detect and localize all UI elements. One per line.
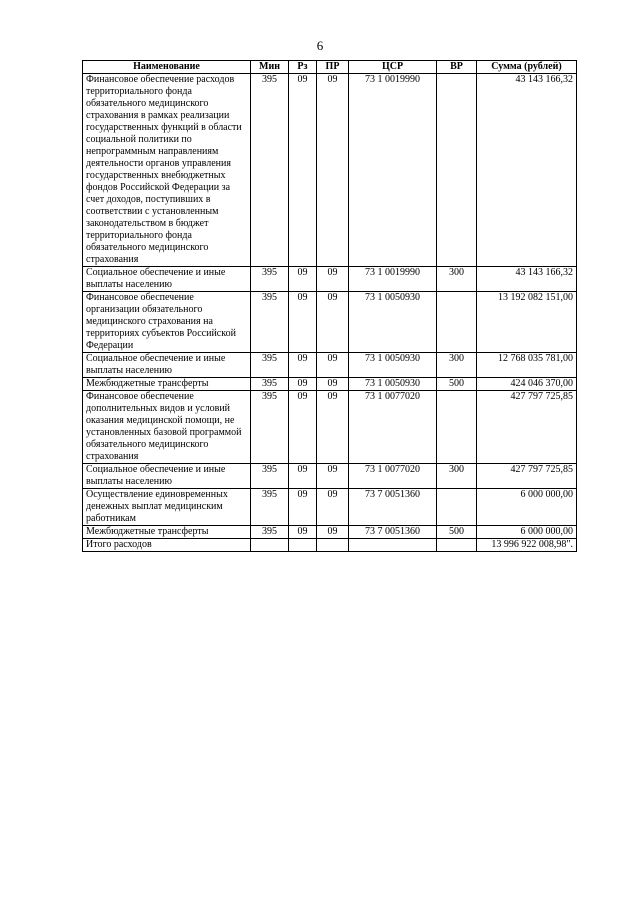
row-min: 395	[251, 378, 289, 391]
row-vr: 500	[437, 378, 477, 391]
row-csr: 73 1 0050930	[349, 378, 437, 391]
row-pr: 09	[317, 526, 349, 539]
row-sum: 6 000 000,00	[477, 489, 577, 526]
row-vr	[437, 391, 477, 464]
row-pr	[317, 539, 349, 552]
row-rz: 09	[289, 464, 317, 489]
row-pr: 09	[317, 489, 349, 526]
row-rz: 09	[289, 292, 317, 353]
page-number: 6	[316, 38, 324, 53]
row-pr: 09	[317, 292, 349, 353]
row-sum: 43 143 166,32	[477, 267, 577, 292]
row-min: 395	[251, 353, 289, 378]
table-header-row	[83, 61, 577, 74]
row-name: Социальное обеспечение и иные выплаты населению	[83, 267, 251, 292]
table-row	[83, 391, 577, 464]
row-sum: 13 192 082 151,00	[477, 292, 577, 353]
row-vr	[437, 292, 477, 353]
header-rz: Рз	[289, 61, 317, 74]
row-rz	[289, 539, 317, 552]
row-vr: 300	[437, 464, 477, 489]
table-row	[83, 74, 577, 267]
header-sum: Сумма (рублей)	[477, 61, 577, 74]
row-vr	[437, 539, 477, 552]
row-pr: 09	[317, 391, 349, 464]
row-vr: 500	[437, 526, 477, 539]
row-sum: 43 143 166,32	[477, 74, 577, 267]
row-pr: 09	[317, 378, 349, 391]
row-csr: 73 7 0051360	[349, 526, 437, 539]
row-name: Финансовое обеспечение организации обязательного медицинского страхования на территориях субъектов Российской Федерации	[83, 292, 251, 353]
row-min	[251, 539, 289, 552]
row-csr: 73 1 0050930	[349, 353, 437, 378]
row-min: 395	[251, 267, 289, 292]
row-rz: 09	[289, 489, 317, 526]
row-min: 395	[251, 391, 289, 464]
row-vr	[437, 74, 477, 267]
table-row	[83, 489, 577, 526]
row-pr: 09	[317, 464, 349, 489]
row-pr: 09	[317, 267, 349, 292]
row-sum: 424 046 370,00	[477, 378, 577, 391]
row-name: Межбюджетные трансферты	[83, 526, 251, 539]
row-vr: 300	[437, 267, 477, 292]
row-rz: 09	[289, 353, 317, 378]
row-min: 395	[251, 464, 289, 489]
row-name: Осуществление единовременных денежных выплат медицинским работникам	[83, 489, 251, 526]
header-pr: ПР	[317, 61, 349, 74]
table-row	[83, 267, 577, 292]
row-rz: 09	[289, 391, 317, 464]
row-csr	[349, 539, 437, 552]
row-min: 395	[251, 526, 289, 539]
row-name: Финансовое обеспечение расходов территориального фонда обязательного медицинского страхования в рамках реализации государственных функций в области социальной политики по непрограммным направлениям деятельности органов управления государственных внебюджетных фондов Российской Федерации за счет доходов, поступивших в соответствии с установленным законодательством в бюджет территориального фонда обязательного медицинского страхования	[83, 74, 251, 267]
row-csr: 73 1 0077020	[349, 464, 437, 489]
row-csr: 73 1 0050930	[349, 292, 437, 353]
row-csr: 73 1 0019990	[349, 74, 437, 267]
header-name: Наименование	[83, 61, 251, 74]
row-rz: 09	[289, 378, 317, 391]
row-name: Финансовое обеспечение дополнительных видов и условий оказания медицинской помощи, не установленных базовой программой обязательного медицинского страхования	[83, 391, 251, 464]
row-rz: 09	[289, 267, 317, 292]
row-vr: 300	[437, 353, 477, 378]
header-vr: ВР	[437, 61, 477, 74]
header-min: Мин	[251, 61, 289, 74]
table-row	[83, 464, 577, 489]
row-min: 395	[251, 74, 289, 267]
table-row	[83, 292, 577, 353]
row-sum: 13 996 922 008,98".	[477, 539, 577, 552]
row-name: Социальное обеспечение и иные выплаты населению	[83, 353, 251, 378]
budget-table	[82, 60, 577, 552]
table-total-row	[83, 539, 577, 552]
row-min: 395	[251, 489, 289, 526]
table-row	[83, 378, 577, 391]
header-csr: ЦСР	[349, 61, 437, 74]
row-pr: 09	[317, 74, 349, 267]
table-row	[83, 526, 577, 539]
row-csr: 73 7 0051360	[349, 489, 437, 526]
row-sum: 427 797 725,85	[477, 464, 577, 489]
row-min: 395	[251, 292, 289, 353]
row-sum: 6 000 000,00	[477, 526, 577, 539]
row-sum: 12 768 035 781,00	[477, 353, 577, 378]
row-name: Итого расходов	[83, 539, 251, 552]
row-csr: 73 1 0019990	[349, 267, 437, 292]
row-vr	[437, 489, 477, 526]
row-rz: 09	[289, 526, 317, 539]
table-row	[83, 353, 577, 378]
row-name: Межбюджетные трансферты	[83, 378, 251, 391]
row-pr: 09	[317, 353, 349, 378]
row-name: Социальное обеспечение и иные выплаты населению	[83, 464, 251, 489]
row-csr: 73 1 0077020	[349, 391, 437, 464]
row-sum: 427 797 725,85	[477, 391, 577, 464]
row-rz: 09	[289, 74, 317, 267]
